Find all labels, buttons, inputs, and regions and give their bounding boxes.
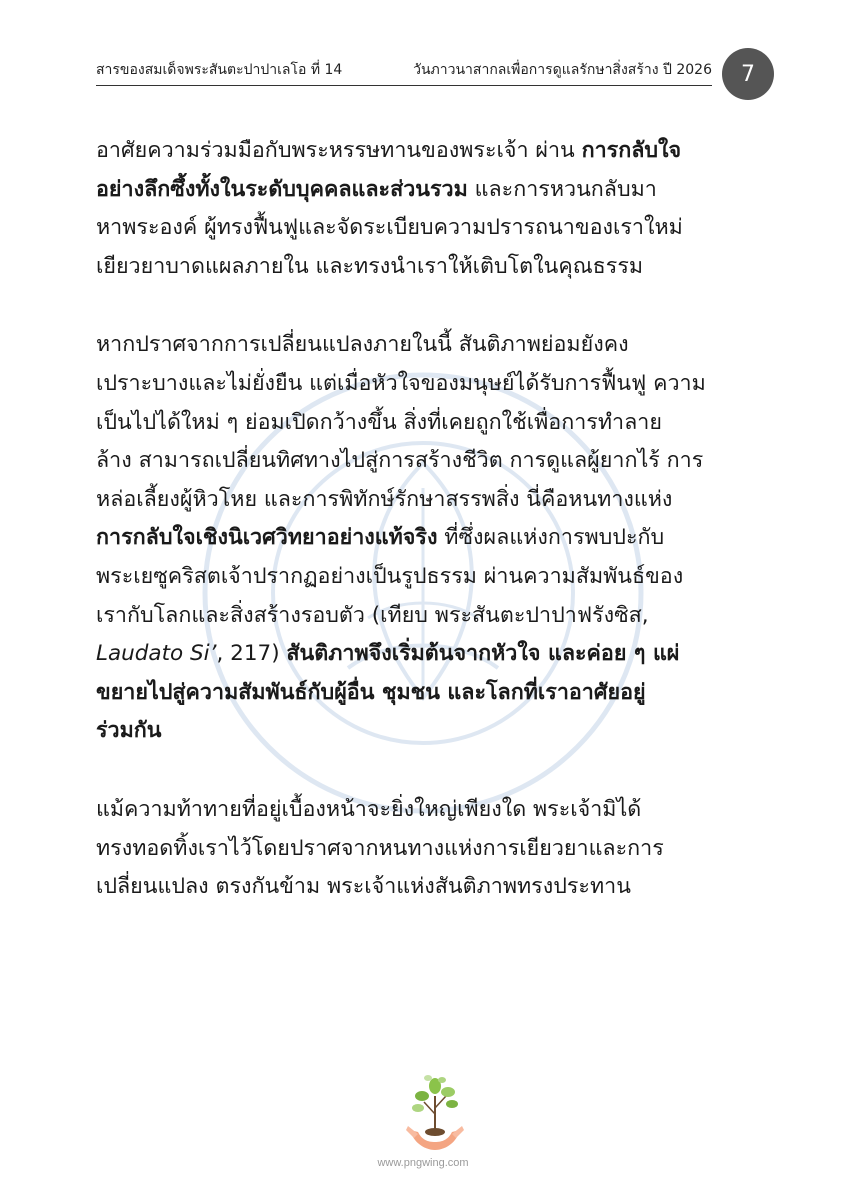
text-line: พระเยซูคริสตเจ้าปรากฏอย่างเป็นรูปธรรม ผ่านความสัมพันธ์ของ xyxy=(96,563,684,589)
text-line: หล่อเลี้ยงผู้หิวโหย และการพิทักษ์รักษาสรรพสิ่ง นี่คือหนทางแห่ง xyxy=(96,486,673,512)
text-line: เยียวยาบาดแผลภายใน และทรงนำเราให้เติบโตในคุณธรรม xyxy=(96,253,644,279)
text-line: หากปราศจากการเปลี่ยนแปลงภายในนี้ สันติภาพย่อมยังคง xyxy=(96,332,629,358)
text-line: การกลับใจเชิงนิเวศวิทยาอย่างแท้จริง ที่ซึ่งผลแห่งการพบปะกับ xyxy=(96,525,665,551)
bold-phrase: สันติภาพจึงเริ่มต้นจากหัวใจ และค่อย ๆ แผ่ xyxy=(286,641,680,667)
text-line: แม้ความท้าทายที่อยู่เบื้องหน้าจะยิ่งใหญ่เพียงใด พระเจ้ามิได้ xyxy=(96,796,642,822)
text-line: หาพระองค์ ผู้ทรงฟื้นฟูและจัดระเบียบความปรารถนาของเราใหม่ xyxy=(96,215,683,241)
text-line: ทรงทอดทิ้งเราไว้โดยปราศจากหนทางแห่งการเยียวยาและการ xyxy=(96,835,664,861)
text-line: อาศัยความร่วมมือกับพระหรรษทานของพระเจ้า ผ่าน การกลับใจ xyxy=(96,138,682,163)
text-line: เปราะบางและไม่ยั่งยืน แต่เมื่อหัวใจของมนุษย์ได้รับการฟื้นฟู ความ xyxy=(96,370,706,396)
paragraph-2 xyxy=(96,326,752,751)
text-line: Laudato Si’, 217) สันติภาพจึงเริ่มต้นจากหัวใจ และค่อย ๆ แผ่ xyxy=(96,641,680,667)
bold-phrase: การกลับใจ xyxy=(581,138,682,163)
bold-phrase: อย่างลึกซึ้งทั้งในระดับบุคคลและส่วนรวม xyxy=(96,176,468,202)
text-line: เป็นไปได้ใหม่ ๆ ย่อมเปิดกว้างขึ้น สิ่งที่เคยถูกใช้เพื่อการทำลาย xyxy=(96,409,662,435)
citation-title: Laudato Si’ xyxy=(96,641,217,667)
text-line: อย่างลึกซึ้งทั้งในระดับบุคคลและส่วนรวม และการหวนกลับมา xyxy=(96,176,657,202)
text-line xyxy=(96,712,752,751)
text-line: เรากับโลกและสิ่งสร้างรอบตัว (เทียบ พระสันตะปาปาฟรังซิส, xyxy=(96,602,649,628)
bold-phrase: ร่วมกัน xyxy=(96,718,162,744)
bold-phrase: การกลับใจเชิงนิเวศวิทยาอย่างแท้จริง xyxy=(96,525,438,551)
tree-in-hands-icon xyxy=(400,1074,470,1154)
paragraph-3 xyxy=(96,791,752,907)
paragraph-1 xyxy=(96,132,752,286)
running-header xyxy=(96,56,712,86)
header-left-title: สารของสมเด็จพระสันตะปาปาเลโอ ที่ 14 xyxy=(96,62,343,78)
page-body xyxy=(96,132,752,907)
page-number-badge: 7 xyxy=(722,48,774,100)
text-line: ล้าง สามารถเปลี่ยนทิศทางไปสู่การสร้างชีวิต การดูแลผู้ยากไร้ การ xyxy=(96,448,704,474)
text-line: เปลี่ยนแปลง ตรงกันข้าม พระเจ้าแห่งสันติภาพทรงประทาน xyxy=(96,874,631,900)
header-right-title: วันภาวนาสากลเพื่อการดูแลรักษาสิ่งสร้าง ปี 2026 xyxy=(413,62,712,78)
bold-phrase: ขยายไปสู่ความสัมพันธ์กับผู้อื่น ชุมชน และโลกที่เราอาศัยอยู่ xyxy=(96,679,646,705)
image-credit: www.pngwing.com xyxy=(377,1157,469,1169)
text-line xyxy=(96,674,752,713)
